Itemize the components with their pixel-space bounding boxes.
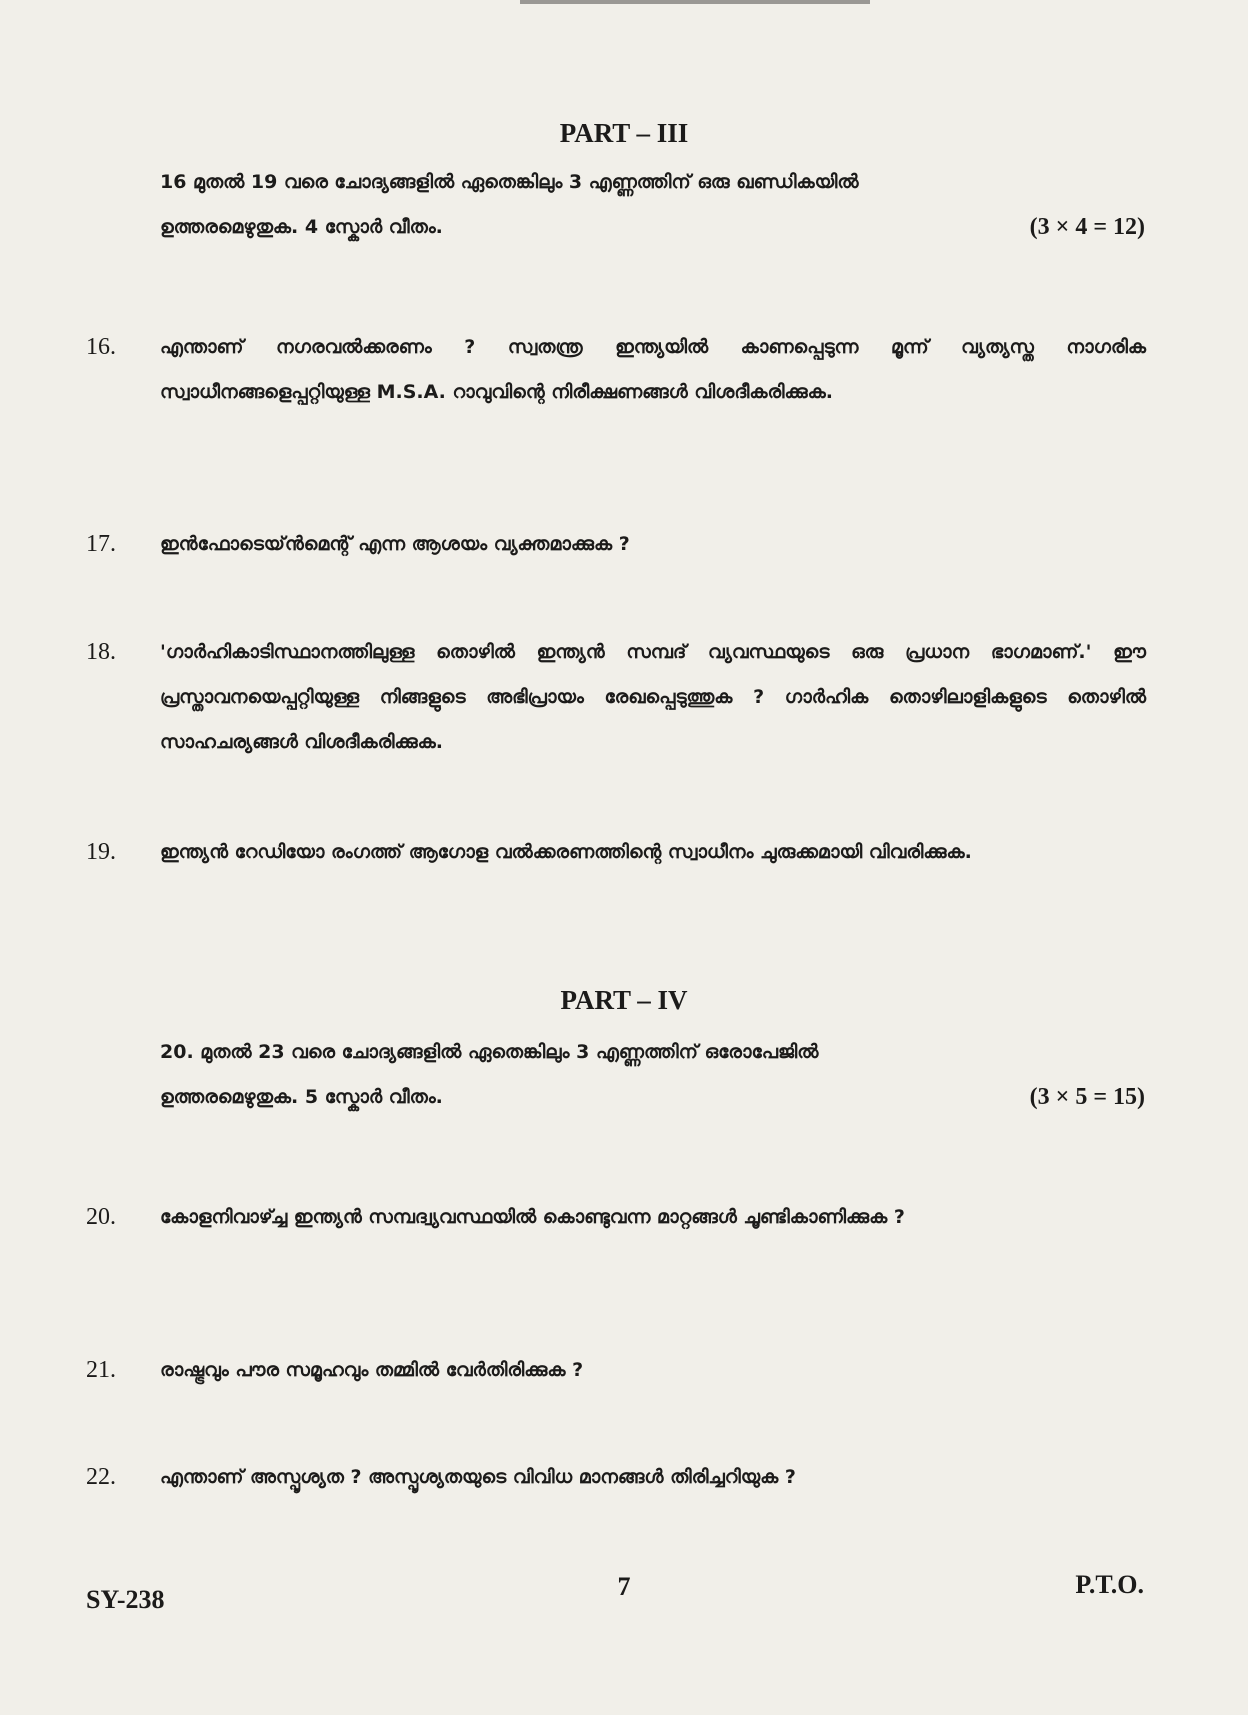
question-16 <box>86 325 1146 415</box>
part-4-instruction-line2: ഉത്തരമെഴുതുക. 5 സ്കോർ വീതം. <box>160 1086 443 1108</box>
question-text: രാഷ്ട്രവും പൗര സമൂഹവും തമ്മിൽ വേർതിരിക്കുക ? <box>160 1359 584 1381</box>
question-number: 16. <box>86 334 116 360</box>
part-4-marks: (3 × 5 = 15) <box>1029 1084 1145 1110</box>
part-3-instruction <box>160 160 1145 250</box>
page-number: 7 <box>617 1572 631 1601</box>
question-number: 19. <box>86 839 116 865</box>
question-text: 'ഗാർഹികാടിസ്ഥാനത്തിലുള്ള തൊഴിൽ ഇന്ത്യൻ സമ്പദ് വ്യവസ്ഥയുടെ ഒരു പ്രധാന ഭാഗമാണ്.' ഈ പ്രസ്താവനയെപ്പറ്റിയുള്ള നിങ്ങളുടെ അഭിപ്രായം രേഖപ്പെടുത്തുക ? ഗാർഹിക തൊഴിലാളികളുടെ തൊഴിൽ സാഹചര്യങ്ങൾ വിശദീകരിക്കുക. <box>160 641 1146 753</box>
part-4-instruction <box>160 1030 1145 1120</box>
question-text: കോളനിവാഴ്ച്ച ഇന്ത്യൻ സമ്പദ്വ്യവസ്ഥയിൽ കൊണ്ടുവന്ന മാറ്റങ്ങൾ ചൂണ്ടികാണിക്കുക ? <box>160 1206 905 1228</box>
question-text: ഇന്ത്യൻ റേഡിയോ രംഗത്ത് ആഗോള വൽക്കരണത്തിന്റെ സ്വാധീനം ചുരുക്കമായി വിവരിക്കുക. <box>160 841 972 863</box>
question-number: 22. <box>86 1464 116 1490</box>
question-text: എന്താണ് നഗരവൽക്കരണം ? സ്വതന്ത്ര ഇന്ത്യയിൽ കാണപ്പെടുന്ന മൂന്ന് വ്യത്യസ്ത നാഗരിക സ്വാധീനങ്ങളെപ്പറ്റിയുള്ള M.S.A. റാവുവിന്റെ നിരീക്ഷണങ്ങൾ വിശദീകരിക്കുക. <box>160 336 1146 403</box>
question-number: 21. <box>86 1357 116 1383</box>
question-number: 18. <box>86 639 116 665</box>
part-3-heading: PART – III <box>559 118 689 148</box>
question-21 <box>86 1348 1146 1393</box>
paper-code: SY-238 <box>86 1585 165 1614</box>
question-18 <box>86 630 1146 765</box>
question-19 <box>86 830 1146 875</box>
question-number: 20. <box>86 1204 116 1230</box>
part-3-instruction-line1: 16 മുതൽ 19 വരെ ചോദ്യങ്ങളിൽ ഏതെങ്കിലും 3 എണ്ണത്തിന് ഒരു ഖണ്ഡികയിൽ <box>160 171 859 193</box>
part-3-marks: (3 × 4 = 12) <box>1029 214 1145 240</box>
question-text: എന്താണ് അസ്പൃശ്യത ? അസ്പൃശ്യതയുടെ വിവിധ മാനങ്ങൾ തിരിച്ചറിയുക ? <box>160 1466 796 1488</box>
part-4-instruction-line1: 20. മുതൽ 23 വരെ ചോദ്യങ്ങളിൽ ഏതെങ്കിലും 3 എണ്ണത്തിന് ഒരോപേജിൽ <box>160 1041 819 1063</box>
part-3-instruction-line2: ഉത്തരമെഴുതുക. 4 സ്കോർ വീതം. <box>160 216 443 238</box>
question-22 <box>86 1455 1146 1500</box>
question-number: 17. <box>86 531 116 557</box>
part-4-heading: PART – IV <box>560 985 688 1015</box>
please-turn-over: P.T.O. <box>1075 1570 1144 1599</box>
question-17 <box>86 522 1146 567</box>
top-edge-rule <box>520 0 870 4</box>
question-text: ഇൻഫോടെയ്ൻമെന്റ് എന്ന ആശയം വ്യക്തമാക്കുക ? <box>160 533 630 555</box>
question-20 <box>86 1195 1146 1240</box>
